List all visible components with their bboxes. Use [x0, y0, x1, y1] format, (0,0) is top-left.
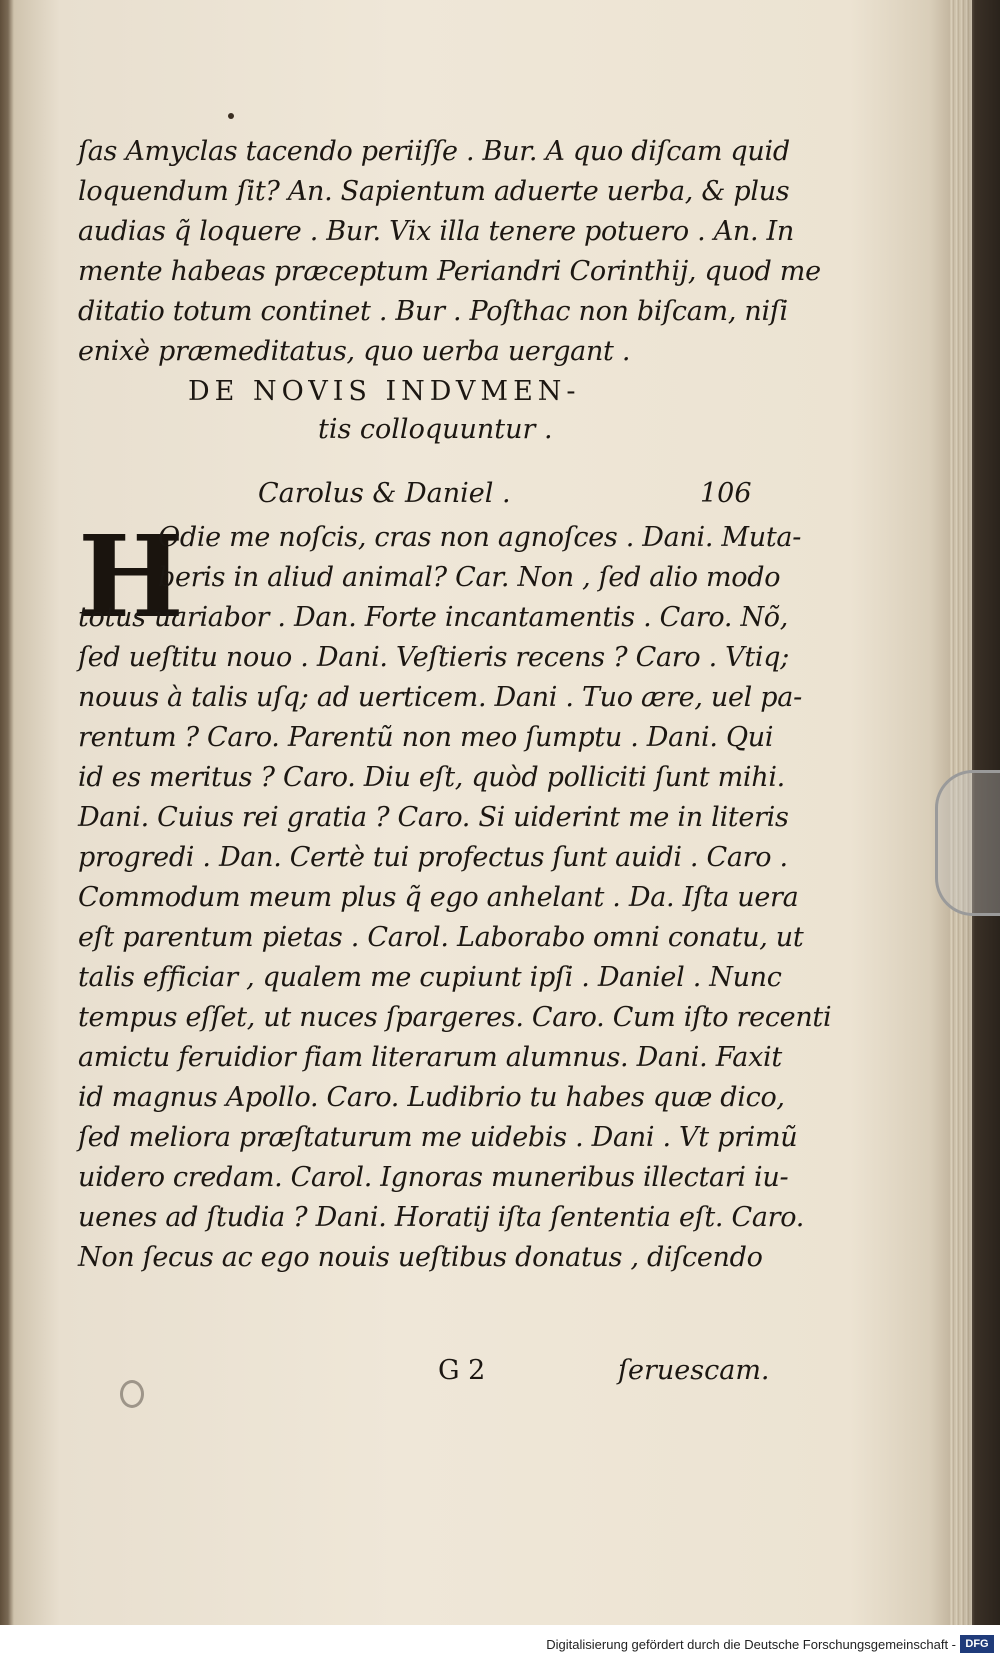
text-line: mente habeas præceptum Periandri Corinthij, quod me — [78, 256, 821, 287]
text-line: totus uariabor . Dan. Forte incantamentis . Caro. Nõ, — [78, 602, 789, 633]
text-line: uenes ad ſtudia ? Dani. Horatij iſta ſententia eſt. Caro. — [78, 1202, 805, 1233]
text-line: loquendum ſit? An. Sapientum aduerte uerba, & plus — [78, 176, 790, 207]
signature-mark: G 2 — [438, 1355, 486, 1386]
text-line: Non ſecus ac ego nouis ueſtibus donatus , diſcendo — [78, 1242, 763, 1273]
text-line: audias q̃ loquere . Bur. Vix illa tenere potuero . An. In — [78, 216, 795, 247]
dfg-logo-icon: DFG — [960, 1635, 994, 1653]
text-line: beris in aliud animal? Car. Non , ſed alio modo — [158, 562, 781, 593]
ink-mark — [228, 113, 234, 119]
text-line: id magnus Apollo. Caro. Ludibrio tu habes quæ dico, — [78, 1082, 785, 1113]
text-line: talis efficiar , qualem me cupiunt ipſi . Daniel . Nunc — [78, 962, 782, 993]
text-line: uidero credam. Carol. Ignoras muneribus illectari iu- — [78, 1162, 789, 1193]
page-number: 106 — [700, 478, 752, 509]
text-line: ditatio totum continet . Bur . Poſthac non biſcam, niſi — [78, 296, 788, 327]
catchword: ſeruescam. — [618, 1355, 770, 1386]
library-stamp — [120, 1380, 144, 1408]
text-line: amictu feruidior fiam literarum alumnus. Dani. Faxit — [78, 1042, 782, 1073]
text-line: ſed meliora præſtaturum me uidebis . Dani . Vt primũ — [78, 1122, 798, 1153]
drop-capital: H — [78, 512, 184, 643]
text-line: ſas Amyclas tacendo periiſſe . Bur. A quo diſcam quid — [78, 136, 790, 167]
text-line: Dani. Cuius rei gratia ? Caro. Si uiderint me in literis — [78, 802, 789, 833]
text-line: enixè præmeditatus, quo uerba uergant . — [78, 336, 631, 367]
section-subheading: tis colloquuntur . — [318, 414, 553, 445]
text-line: Commodum meum plus q̃ ego anhelant . Da. Iſta uera — [78, 882, 799, 913]
text-line: ſed ueſtitu nouo . Dani. Veſtieris recens ? Caro . Vtiq; — [78, 642, 790, 673]
text-line: id es meritus ? Caro. Diu eſt, quòd polliciti ſunt mihi. — [78, 762, 785, 793]
text-line: rentum ? Caro. Parentũ non meo ſumptu . Dani. Qui — [78, 722, 774, 753]
footer-credit: Digitalisierung gefördert durch die Deutsche Forschungsgemeinschaft - — [546, 1637, 956, 1652]
text-line: Odie me noſcis, cras non agnoſces . Dani. Muta- — [158, 522, 802, 553]
text-line: progredi . Dan. Certè tui profectus ſunt auidi . Caro . — [78, 842, 788, 873]
digitization-footer — [0, 1625, 1000, 1668]
text-line: nouus à talis uſq; ad uerticem. Dani . Tuo ære, uel pa- — [78, 682, 802, 713]
speakers-line: Carolus & Daniel . — [258, 478, 511, 509]
section-heading: DE NOVIS INDVMEN- — [188, 376, 581, 407]
text-line: eſt parentum pietas . Carol. Laborabo omni conatu, ut — [78, 922, 804, 953]
text-line: tempus eſſet, ut nuces ſpargeres. Caro. Cum iſto recenti — [78, 1002, 832, 1033]
